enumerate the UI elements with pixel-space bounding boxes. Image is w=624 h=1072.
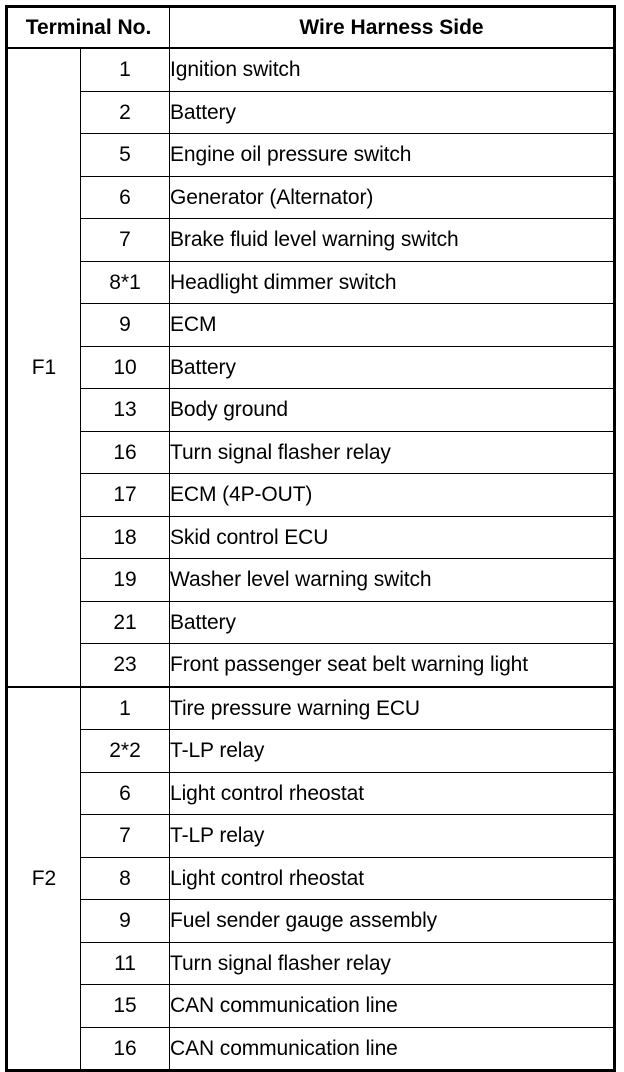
terminal-number: 2*2 (81, 730, 170, 773)
terminal-number: 6 (81, 772, 170, 815)
terminal-number: 8*1 (81, 261, 170, 304)
table-row (7, 730, 615, 773)
table-row (7, 772, 615, 815)
terminal-number: 11 (81, 942, 170, 985)
table-row (7, 304, 615, 347)
wire-harness-side: Turn signal flasher relay (170, 431, 615, 474)
wire-harness-side: Body ground (170, 389, 615, 432)
table-row (7, 176, 615, 219)
table-row (7, 1027, 615, 1071)
terminal-number: 8 (81, 857, 170, 900)
terminal-number: 17 (81, 474, 170, 517)
terminal-number: 6 (81, 176, 170, 219)
terminal-number: 9 (81, 304, 170, 347)
table-row (7, 815, 615, 858)
wire-harness-side: Headlight dimmer switch (170, 261, 615, 304)
terminal-number: 1 (81, 48, 170, 91)
table-row (7, 985, 615, 1028)
table-row (7, 261, 615, 304)
wire-harness-side: Battery (170, 601, 615, 644)
terminal-number: 9 (81, 900, 170, 943)
wire-harness-side: T-LP relay (170, 730, 615, 773)
connector-label: F1 (7, 48, 81, 687)
table-row (7, 644, 615, 687)
table-row (7, 134, 615, 177)
terminal-number: 2 (81, 91, 170, 134)
wire-harness-side: T-LP relay (170, 815, 615, 858)
table-row (7, 900, 615, 943)
table-row (7, 687, 615, 730)
terminal-number: 13 (81, 389, 170, 432)
wire-harness-side: Skid control ECU (170, 516, 615, 559)
wire-harness-side: Light control rheostat (170, 857, 615, 900)
terminal-number: 10 (81, 346, 170, 389)
table-row (7, 942, 615, 985)
connector-group (7, 687, 615, 1071)
terminal-number: 5 (81, 134, 170, 177)
connector-label: F2 (7, 687, 81, 1071)
wire-harness-side: Battery (170, 346, 615, 389)
terminal-number: 16 (81, 431, 170, 474)
table-row (7, 431, 615, 474)
wire-harness-side: Fuel sender gauge assembly (170, 900, 615, 943)
terminal-table (5, 5, 616, 1072)
wire-harness-side: ECM (170, 304, 615, 347)
table-header (7, 7, 615, 49)
terminal-number: 19 (81, 559, 170, 602)
table-row (7, 516, 615, 559)
wire-harness-side: Turn signal flasher relay (170, 942, 615, 985)
table-row (7, 219, 615, 262)
wire-harness-side-header: Wire Harness Side (170, 7, 615, 49)
table-row (7, 346, 615, 389)
table-row (7, 601, 615, 644)
connector-group (7, 48, 615, 687)
terminal-number: 15 (81, 985, 170, 1028)
wire-harness-side: Front passenger seat belt warning light (170, 644, 615, 687)
terminal-number: 7 (81, 219, 170, 262)
wire-harness-side: Tire pressure warning ECU (170, 687, 615, 730)
wire-harness-side: Battery (170, 91, 615, 134)
terminal-number: 16 (81, 1027, 170, 1071)
wire-harness-side: Washer level warning switch (170, 559, 615, 602)
wire-harness-side: Light control rheostat (170, 772, 615, 815)
wire-harness-side: Brake fluid level warning switch (170, 219, 615, 262)
wire-harness-side: CAN communication line (170, 1027, 615, 1071)
table-row (7, 474, 615, 517)
wire-harness-side: ECM (4P-OUT) (170, 474, 615, 517)
wire-harness-side: Engine oil pressure switch (170, 134, 615, 177)
table-row (7, 857, 615, 900)
terminal-number: 23 (81, 644, 170, 687)
table-row (7, 389, 615, 432)
terminal-number: 7 (81, 815, 170, 858)
wire-harness-side: CAN communication line (170, 985, 615, 1028)
table-row (7, 91, 615, 134)
terminal-number: 21 (81, 601, 170, 644)
table-row (7, 559, 615, 602)
wire-harness-side: Ignition switch (170, 48, 615, 91)
header-row (7, 7, 615, 49)
table-row (7, 48, 615, 91)
terminal-number: 1 (81, 687, 170, 730)
terminal-no-header: Terminal No. (7, 7, 170, 49)
wire-harness-side: Generator (Alternator) (170, 176, 615, 219)
terminal-number: 18 (81, 516, 170, 559)
